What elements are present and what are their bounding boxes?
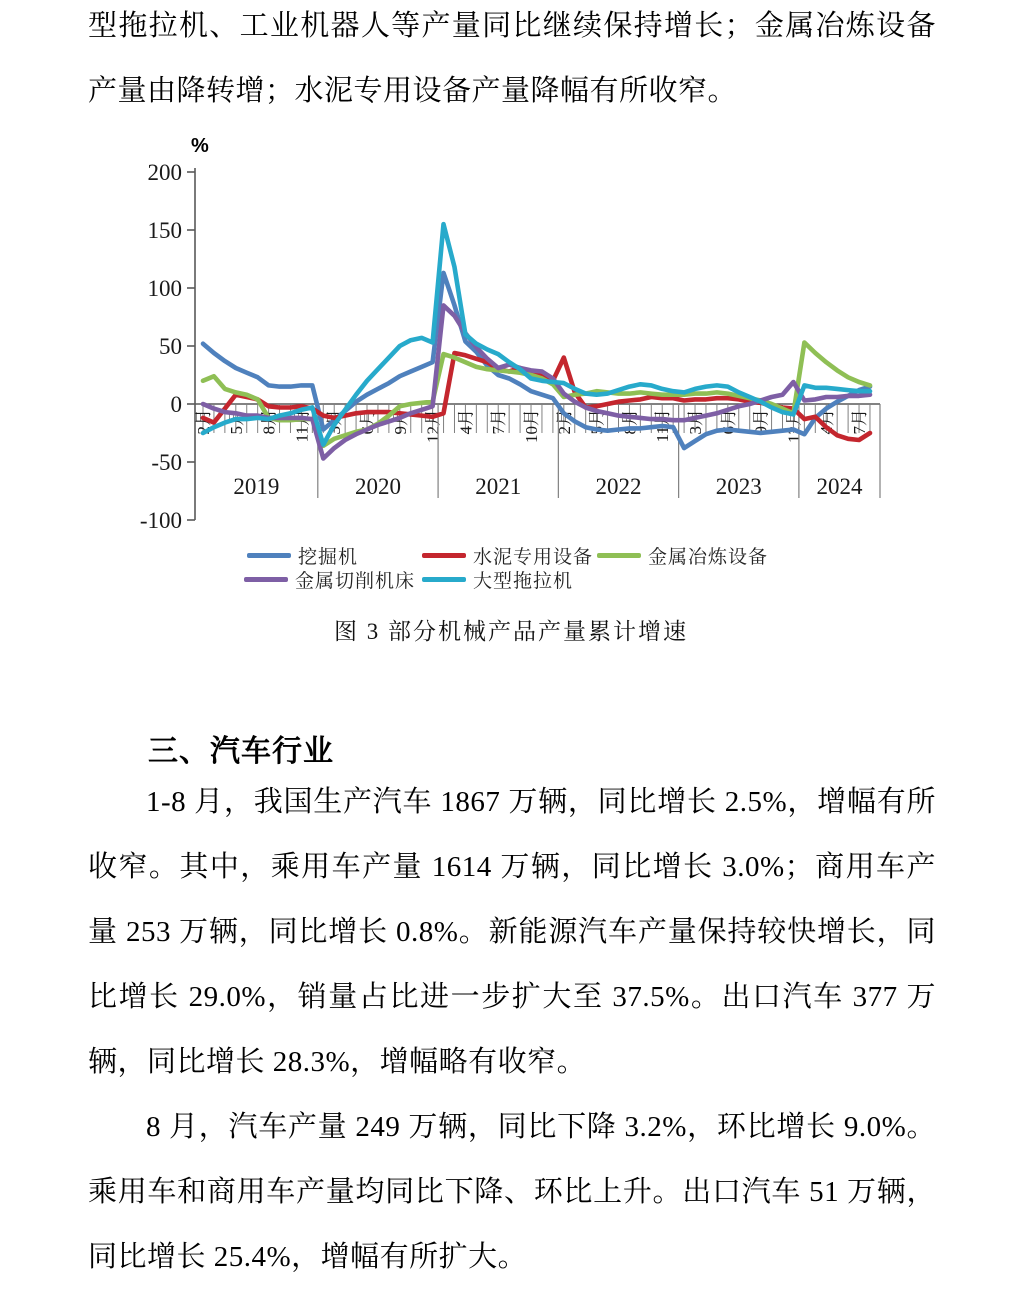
y-tick-label: -100	[139, 508, 182, 533]
year-label: 2021	[475, 474, 522, 499]
legend-item-metal-cutting-machine	[244, 567, 415, 591]
legend-item-large-tractor	[422, 567, 573, 591]
figure-caption: 图 3 部分机械产品产量累计增速	[334, 619, 688, 644]
x-tick-label: 5月	[226, 409, 246, 435]
year-label: 2022	[595, 474, 642, 499]
large-tractor-line-swatch	[422, 577, 466, 582]
x-tick-label: 7月	[489, 409, 509, 435]
chart-series	[203, 224, 870, 458]
year-label: 2023	[715, 474, 762, 499]
x-tick-label: 4月	[456, 409, 476, 435]
legend-label: 金属冶炼设备	[648, 546, 769, 568]
x-tick-label: 9月	[751, 409, 771, 435]
legend-item-cement-equipment	[422, 543, 593, 567]
x-tick-label: 2月	[554, 409, 574, 435]
x-tick-label: 11月	[653, 409, 673, 443]
month-ticks	[203, 404, 880, 433]
x-tick-label: 5月	[587, 409, 607, 435]
series-line-挖掘机	[203, 273, 870, 448]
x-tick-label: 9月	[390, 409, 410, 435]
section-heading: 三、汽车行业	[148, 735, 334, 768]
legend-item-excavator	[247, 543, 358, 567]
year-groups	[233, 404, 880, 499]
year-label: 2020	[354, 474, 401, 499]
metal-smelting-line-swatch	[597, 553, 641, 558]
x-tick-label: 6月	[718, 409, 738, 435]
legend-item-metal-smelting	[597, 543, 768, 567]
y-tick-label: 100	[147, 276, 182, 301]
series-line-大型拖拉机	[203, 224, 870, 444]
x-tick-label: 12月	[784, 409, 804, 443]
legend-label: 大型拖拉机	[473, 570, 574, 592]
x-tick-label: 8月	[620, 409, 640, 435]
y-tick-label: 150	[147, 218, 182, 243]
body-paragraphs	[88, 770, 936, 1290]
legend-label: 挖掘机	[298, 546, 359, 568]
month-tick-labels	[194, 409, 869, 443]
x-tick-label: 12月	[423, 409, 443, 443]
legend-label: 金属切削机床	[295, 570, 416, 592]
x-tick-label: 11月	[292, 409, 312, 443]
x-tick-label: 4月	[817, 409, 837, 435]
chart-axes	[140, 135, 880, 533]
y-axis-unit-label: %	[191, 135, 209, 157]
top-paragraph	[88, 0, 936, 124]
x-tick-label: 8月	[259, 409, 279, 435]
legend-label: 水泥专用设备	[473, 546, 594, 568]
year-label: 2019	[233, 474, 280, 499]
year-label: 2024	[816, 474, 863, 499]
y-tick-label: -50	[151, 450, 182, 475]
y-tick-label: 200	[147, 160, 182, 185]
y-tick-label: 50	[159, 334, 182, 359]
x-tick-label: 7月	[850, 409, 870, 435]
x-tick-label: 3月	[686, 409, 706, 435]
series-line-金属冶炼设备	[203, 343, 870, 446]
series-line-水泥专用设备	[203, 353, 870, 443]
top-paragraph-text: 型拖拉机、工业机器人等产量同比继续保持增长；金属冶炼设备产量由降转增；水泥专用设备产量降幅有所收窄。	[88, 10, 936, 107]
metal-cutting-machine-line-swatch	[244, 577, 288, 582]
paragraph-auto-cumulative: 1-8 月，我国生产汽车 1867 万辆，同比增长 2.5%，增幅有所收窄。其中，乘用车产量 1614 万辆，同比增长 3.0%；商用车产量 253 万辆，同比增长 0.8%。新能源汽车产量保持较快增长，同比增长 29.0%，销量占比进一步扩大至 37.5%。出口汽车 377 万辆，同比增长 28.3%，增幅略有收窄。	[88, 786, 936, 1078]
x-tick-label: 2月	[194, 409, 213, 435]
x-tick-label: 3月	[325, 409, 345, 435]
paragraph-auto-august: 8 月，汽车产量 249 万辆，同比下降 3.2%，环比增长 9.0%。乘用车和商用车产量均同比下降、环比上升。出口汽车 51 万辆，同比增长 25.4%，增幅有所扩大。	[88, 1111, 936, 1273]
x-tick-label: 6月	[358, 409, 378, 435]
excavator-line-swatch	[247, 553, 291, 558]
series-line-金属切削机床	[203, 305, 870, 458]
x-tick-label: 10月	[522, 409, 542, 443]
cement-equipment-line-swatch	[422, 553, 466, 558]
y-tick-label: 0	[170, 392, 182, 417]
